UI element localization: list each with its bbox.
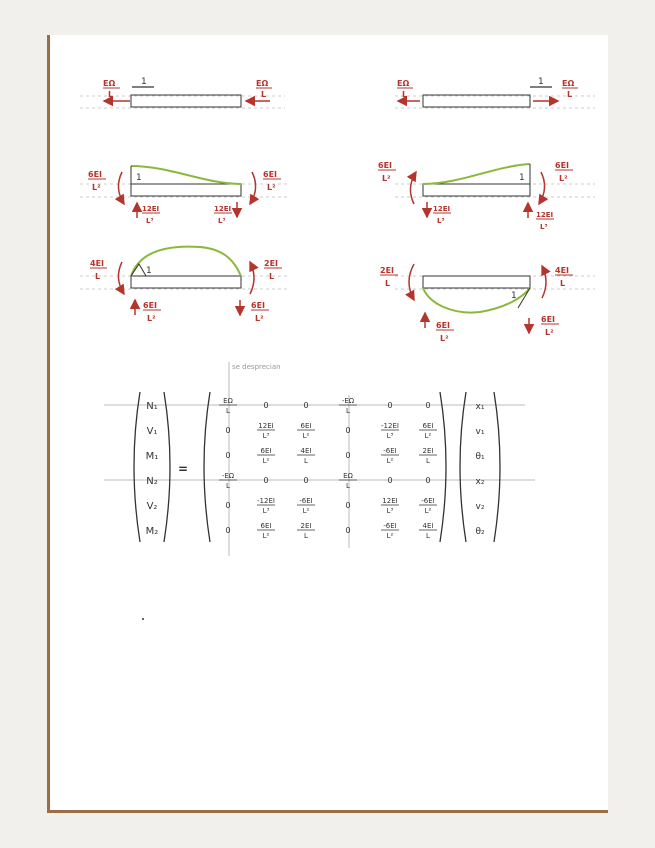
matrix-cell-num: 12EI bbox=[258, 422, 274, 430]
matrix-cell: 0 bbox=[225, 426, 231, 435]
force-num: EΩ bbox=[397, 79, 410, 88]
matrix-cell-num: 6EI bbox=[422, 422, 434, 430]
matrix-cell: 0 bbox=[345, 501, 351, 510]
force-num: EΩ bbox=[103, 79, 116, 88]
force-den: L bbox=[261, 90, 267, 99]
shear-den: L³ bbox=[437, 217, 445, 225]
matrix-cell-num: -12EI bbox=[381, 422, 399, 430]
matrix-cell: 0 bbox=[303, 401, 309, 410]
matrix-cell: 0 bbox=[225, 451, 231, 460]
shear-num: 6EI bbox=[251, 301, 266, 310]
matrix-cell-den: L bbox=[304, 532, 308, 540]
displacement-vector bbox=[475, 402, 485, 537]
moment-num: 6EI bbox=[555, 161, 570, 170]
matrix-cell-den: L bbox=[346, 407, 350, 415]
matrix-cell: 0 bbox=[263, 401, 269, 410]
shear-num: 12EI bbox=[536, 211, 554, 219]
disp-label: 1 bbox=[511, 291, 517, 301]
disp-label: 1 bbox=[136, 173, 142, 183]
force-num: EΩ bbox=[256, 79, 269, 88]
shear-den: L² bbox=[440, 334, 449, 343]
matrix-cell: 0 bbox=[387, 401, 393, 410]
moment-num: 4EI bbox=[90, 259, 105, 268]
force-entry: M₁ bbox=[145, 451, 159, 462]
matrix-cell-den: L³ bbox=[262, 507, 270, 515]
beam bbox=[423, 95, 530, 107]
pen-dot bbox=[142, 618, 144, 620]
displacement-entry: x₂ bbox=[475, 477, 485, 487]
disp-label: 1 bbox=[538, 77, 544, 87]
moment-num: 6EI bbox=[88, 170, 103, 179]
matrix-cell: 0 bbox=[303, 476, 309, 485]
stiffness-equation bbox=[104, 362, 535, 556]
moment-den: L bbox=[385, 279, 391, 288]
displacement-entry: x₁ bbox=[475, 402, 485, 412]
disp-label: 1 bbox=[141, 77, 147, 87]
shear-den: L³ bbox=[218, 217, 226, 225]
deformed-shape bbox=[131, 166, 241, 184]
shear-num: 12EI bbox=[214, 205, 232, 213]
moment-den: L bbox=[95, 272, 101, 281]
force-den: L bbox=[402, 90, 408, 99]
matrix-cell: 0 bbox=[387, 476, 393, 485]
moment-num: 4EI bbox=[555, 266, 570, 275]
matrix-cell-den: L² bbox=[424, 432, 432, 440]
axial-diagram-left bbox=[80, 77, 285, 108]
matrix-cell: 0 bbox=[345, 526, 351, 535]
shear-num: 12EI bbox=[142, 205, 160, 213]
matrix-cell-den: L² bbox=[386, 532, 394, 540]
beam bbox=[131, 184, 241, 196]
beam bbox=[423, 184, 530, 196]
matrix-cell-den: L bbox=[226, 407, 230, 415]
shear-num: 6EI bbox=[436, 321, 451, 330]
matrix-cell: 0 bbox=[225, 526, 231, 535]
moment-num: 6EI bbox=[263, 170, 278, 179]
matrix-cell: 0 bbox=[345, 451, 351, 460]
matrix-cell-den: L bbox=[346, 482, 350, 490]
matrix-cell-num: EΩ bbox=[223, 397, 233, 405]
force-entry: M₂ bbox=[145, 526, 159, 537]
shear-diagram-right bbox=[378, 161, 595, 231]
shear-den: L³ bbox=[540, 223, 548, 231]
matrix-cell: 0 bbox=[425, 401, 431, 410]
matrix-cell: 0 bbox=[425, 476, 431, 485]
beam bbox=[423, 276, 530, 288]
shear-num: 6EI bbox=[143, 301, 158, 310]
matrix-cell-den: L² bbox=[302, 507, 310, 515]
force-den: L bbox=[108, 90, 114, 99]
matrix-cell-num: EΩ bbox=[343, 472, 353, 480]
equals-sign: = bbox=[178, 462, 189, 476]
displacement-entry: v₂ bbox=[475, 502, 485, 512]
matrix-cell-num: 4EI bbox=[300, 447, 312, 455]
matrix-cell-num: 6EI bbox=[300, 422, 312, 430]
beam bbox=[131, 95, 241, 107]
matrix-cell-num: 6EI bbox=[260, 447, 272, 455]
matrix-cell-den: L bbox=[226, 482, 230, 490]
axial-diagram-right bbox=[395, 77, 595, 108]
force-num: EΩ bbox=[562, 79, 575, 88]
matrix-cell-den: L² bbox=[424, 507, 432, 515]
matrix-cell-num: -6EI bbox=[383, 447, 397, 455]
matrix-cell-num: 4EI bbox=[422, 522, 434, 530]
matrix-cell-den: L² bbox=[302, 432, 310, 440]
disp-label: 1 bbox=[146, 266, 152, 276]
moment-den: L² bbox=[267, 183, 276, 192]
rotation-diagram-right bbox=[380, 264, 595, 343]
shear-num: 6EI bbox=[541, 315, 556, 324]
stiffness-matrix bbox=[219, 397, 437, 540]
matrix-cell-num: 2EI bbox=[300, 522, 312, 530]
matrix-cell-num: -6EI bbox=[421, 497, 435, 505]
shear-den: L² bbox=[545, 328, 554, 337]
matrix-cell-den: L² bbox=[262, 532, 270, 540]
moment-num: 6EI bbox=[378, 161, 393, 170]
force-den: L bbox=[567, 90, 573, 99]
matrix-cell-num: -EΩ bbox=[341, 397, 355, 405]
matrix-cell-den: L³ bbox=[386, 432, 394, 440]
matrix-cell: 0 bbox=[225, 501, 231, 510]
matrix-cell-num: -6EI bbox=[383, 522, 397, 530]
force-vector bbox=[146, 401, 159, 537]
matrix-cell-den: L³ bbox=[386, 507, 394, 515]
matrix-cell-den: L² bbox=[262, 457, 270, 465]
deformed-shape bbox=[423, 164, 530, 184]
displacement-entry: θ₁ bbox=[475, 452, 485, 462]
matrix-cell-den: L bbox=[426, 457, 430, 465]
matrix-cell-den: L³ bbox=[262, 432, 270, 440]
matrix-cell-den: L² bbox=[386, 457, 394, 465]
shear-num: 12EI bbox=[433, 205, 451, 213]
moment-num: 2EI bbox=[380, 266, 395, 275]
matrix-cell: 0 bbox=[345, 426, 351, 435]
matrix-cell-den: L bbox=[426, 532, 430, 540]
shear-den: L³ bbox=[146, 217, 154, 225]
moment-den: L² bbox=[92, 183, 101, 192]
displacement-entry: θ₂ bbox=[475, 527, 485, 537]
moment-den: L bbox=[560, 279, 566, 288]
rotation-diagram-left bbox=[80, 247, 290, 323]
matrix-cell-num: -6EI bbox=[299, 497, 313, 505]
matrix-cell-num: 2EI bbox=[422, 447, 434, 455]
moment-den: L bbox=[269, 272, 275, 281]
force-entry: N₂ bbox=[146, 476, 158, 487]
neglect-note: se desprecian bbox=[232, 363, 281, 371]
matrix-cell-num: 12EI bbox=[382, 497, 398, 505]
matrix-cell-num: 6EI bbox=[260, 522, 272, 530]
force-entry: V₂ bbox=[146, 501, 158, 512]
moment-den: L² bbox=[559, 174, 568, 183]
matrix-cell-num: -EΩ bbox=[221, 472, 235, 480]
moment-num: 2EI bbox=[264, 259, 279, 268]
disp-label: 1 bbox=[519, 173, 525, 183]
matrix-cell-den: L bbox=[304, 457, 308, 465]
moment-den: L² bbox=[382, 174, 391, 183]
beam bbox=[131, 276, 241, 288]
displacement-entry: v₁ bbox=[475, 427, 485, 437]
force-entry: V₁ bbox=[146, 426, 158, 437]
shear-den: L² bbox=[255, 314, 264, 323]
matrix-cell-num: -12EI bbox=[257, 497, 275, 505]
matrix-cell: 0 bbox=[263, 476, 269, 485]
shear-den: L² bbox=[147, 314, 156, 323]
shear-diagram-left bbox=[80, 166, 290, 225]
force-entry: N₁ bbox=[146, 401, 158, 412]
